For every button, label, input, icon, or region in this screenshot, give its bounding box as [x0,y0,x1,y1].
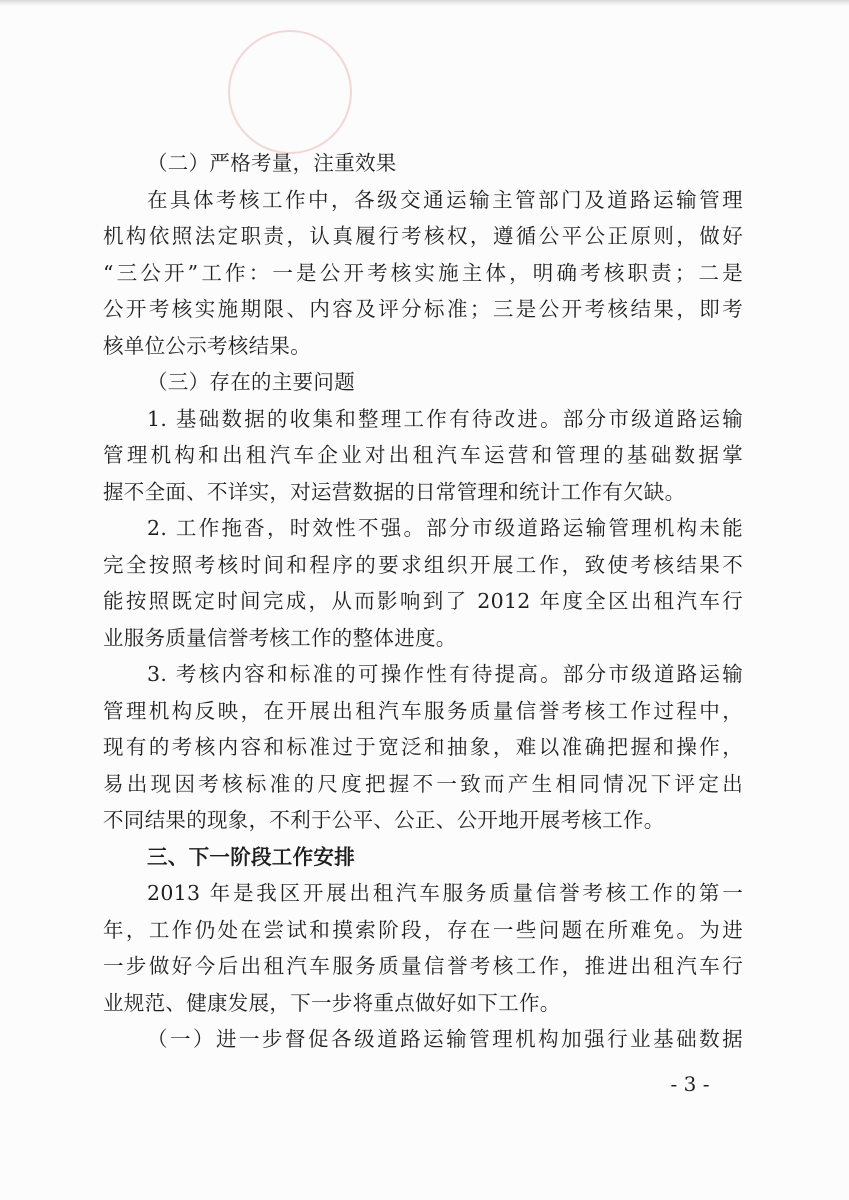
text-line: “三公开”工作：一是公开考核实施主体，明确考核职责；二是 [103,260,743,285]
text-line: 握不全面、不详实，对运营数据的日常管理和统计工作有欠缺。 [103,479,686,504]
text-line: （三）存在的主要问题 [147,370,355,394]
section-heading: 三、下一阶段工作安排 [147,844,355,869]
text-line: 业规范、健康发展，下一步将重点做好如下工作。 [103,990,561,1015]
text-line: 完全按照考核时间和程序的要求组织开展工作，致使考核结果不 [103,552,743,577]
text-line: 一步做好今后出租汽车服务质量信誉考核工作，推进出租汽车行 [103,954,743,978]
text-line: 在具体考核工作中，各级交通运输主管部门及道路运输管理 [147,187,743,212]
text-line: 2013 年是我区开展出租汽车服务质量信誉考核工作的第一 [147,881,743,905]
text-line: 不同结果的现象，不利于公平、公正、公开地开展考核工作。 [103,808,665,832]
text-line: 业服务质量信誉考核工作的整体进度。 [103,625,457,650]
scan-top-edge [0,0,849,6]
text-line: （一）进一步督促各级道路运输管理机构加强行业基础数据 [147,1027,743,1051]
text-line: 管理机构和出租汽车企业对出租汽车运营和管理的基础数据掌 [103,443,743,467]
text-line: 管理机构反映，在开展出租汽车服务质量信誉考核工作过程中， [103,698,743,723]
document-body [103,145,743,1058]
text-line: 公开考核实施期限、内容及评分标准；三是公开考核结果，即考 [103,297,743,321]
text-line: 能按照既定时间完成，从而影响到了 2012 年度全区出租汽车行 [103,589,743,613]
text-line: 现有的考核内容和标准过于宽泛和抽象，难以准确把握和操作， [103,735,743,759]
text-line: 2. 工作拖沓，时效性不强。部分市级道路运输管理机构未能 [147,516,743,540]
text-line: 1. 基础数据的收集和整理工作有待改进。部分市级道路运输 [147,406,743,431]
red-seal-stamp [228,30,352,154]
page-number: - 3 - [670,1072,710,1096]
text-line: 易出现因考核标准的尺度把握不一致而产生相同情况下评定出 [103,771,743,796]
text-line: 机构依照法定职责，认真履行考核权，遵循公平公正原则，做好 [103,224,743,248]
text-line: 3. 考核内容和标准的可操作性有待提高。部分市级道路运输 [147,662,743,686]
text-line: 年，工作仍处在尝试和摸索阶段，存在一些问题在所难免。为进 [103,917,743,942]
text-line: 核单位公示考核结果。 [103,333,311,358]
text-line: （二）严格考量，注重效果 [147,151,397,175]
